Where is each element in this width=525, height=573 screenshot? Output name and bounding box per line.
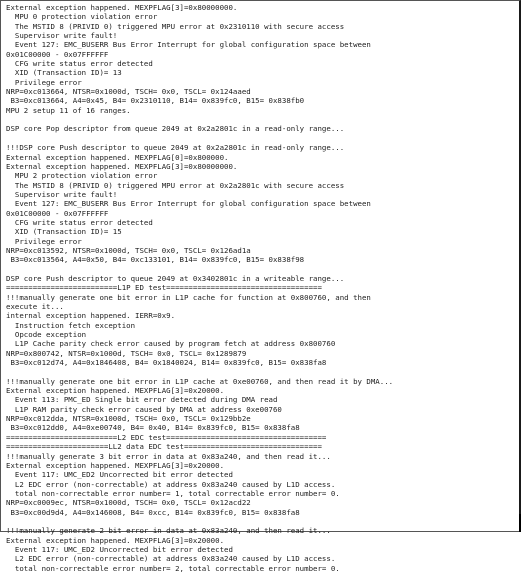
console-line: The MSTID 8 (PRIVID 0) triggered MPU error at 0x2310110 with secure access (6, 21, 345, 31)
console-blank-line (6, 367, 516, 376)
console-line: Privilege error (6, 236, 82, 246)
console-line: Event 117: UMC_ED2 Uncorrected bit error detected (6, 470, 233, 480)
console-line: The MSTID 8 (PRIVID 0) triggered MPU error at 0x2a2801c with secure access (6, 180, 345, 190)
console-line: Supervisor write fault! (6, 31, 118, 41)
console-line: B3=0xc013664, A4=0x45, B4= 0x2310110, B14= 0x839fc0, B15= 0x838fb0 (6, 96, 305, 106)
console-line: Supervisor write fault! (6, 189, 118, 199)
console-line: 0x01C00000 - 0x07FFFFFF (6, 208, 109, 218)
console-line: !!!DSP core Push descriptor to queue 2049 at 0x2a2801c in read-only range... (6, 143, 345, 153)
console-line: Event 113: PMC_ED Single bit error detected during DMA read (6, 395, 278, 405)
console-line: =========================L2 EDC test==================================== (6, 432, 327, 442)
console-line: MPU 2 protection violation error (6, 171, 158, 181)
console-line: Privilege error (6, 77, 82, 87)
console-line: B3=0xc012d74, A4=0x1846408, B4= 0x1840024, B14= 0x839fc0, B15= 0x838fa8 (6, 358, 327, 368)
console-line: XID (Transaction ID)= 15 (6, 227, 122, 237)
console-line: External exception happened. MEXPFLAG[3]=0x80000000. (6, 3, 238, 12)
console-line: Event 117: UMC_ED2 Uncorrected bit error detected (6, 544, 233, 554)
console-line: MPU 0 protection violation error (6, 12, 158, 22)
console-line: internal exception happened. IERR=0x9. (6, 311, 176, 321)
console-line: CFG write status error detected (6, 217, 153, 227)
console-blank-line (6, 517, 516, 526)
console-line: NRP=0xc012dda, NTSR=0x1000d, TSCH= 0x0, TSCL= 0x129bb2e (6, 414, 251, 424)
console-line: XID (Transaction ID)= 13 (6, 68, 122, 78)
console-blank-line (6, 134, 516, 143)
console-line: !!!manually generate 2 bit error in data at 0x83a240, and then read it... (6, 526, 331, 536)
console-line: !!!manually generate one bit error in L1P cache at 0xe00760, and then read it by DMA... (6, 376, 394, 386)
console-line: External exception happened. MEXPFLAG[3]=0x20000. (6, 386, 225, 396)
console-cursor (519, 514, 521, 532)
console-line: B3=0xc00d9d4, A4=0x146008, B4= 0xcc, B14= 0x839fc0, B15= 0x838fa8 (6, 507, 300, 517)
console-line: L1P Cache parity check error caused by program fetch at address 0x800760 (6, 339, 336, 349)
console-line: Opcode exception (6, 330, 87, 340)
console-line: NRP=0xc013664, NTSR=0x1000d, TSCH= 0x0, TSCL= 0x124aaed (6, 87, 251, 97)
console-line: !!!manually generate 3 bit error in data at 0x83a240, and then read it... (6, 451, 331, 461)
console-line: Event 127: EMC_BUSERR Bus Error Interrupt for global configuration space between (6, 199, 371, 209)
console-line: CFG write status error detected (6, 59, 153, 69)
console-blank-line (6, 265, 516, 274)
console-line: L1P RAM parity check error caused by DMA at address 0xe00760 (6, 404, 282, 414)
console-line: External exception happened. MEXPFLAG[3]=0x80000000. (6, 161, 238, 171)
console-line: NRP=0xc0009ec, NTSR=0x1000d, TSCH= 0x0, TSCL= 0x12acd22 (6, 498, 251, 508)
console-line: NRP=0x800742, NTSR=0x1000d, TSCH= 0x0, TSCL= 0x1289879 (6, 348, 247, 358)
console-line: B3=0xc013564, A4=0x50, B4= 0xc133101, B14= 0x839fc0, B15= 0x838f98 (6, 255, 305, 265)
console-line: DSP core Push descriptor to queue 2049 at 0x3402801c in a writeable range... (6, 273, 345, 283)
console-line: total non-correctable error number= 2, total correctable error number= 0. (6, 563, 340, 573)
console-line: External exception happened. MEXPFLAG[3]=0x20000. (6, 460, 225, 470)
console-line: DSP core Pop descriptor from queue 2049 at 0x2a2801c in a read-only range... (6, 124, 345, 134)
console-line: B3=0xc012dd0, A4=0xe00740, B4= 0x40, B14= 0x839fc0, B15= 0x838fa8 (6, 423, 300, 433)
console-line: External exception happened. MEXPFLAG[3]=0x20000. (6, 535, 225, 545)
console-blank-line (6, 115, 516, 124)
console-line: Event 127: EMC_BUSERR Bus Error Interrupt for global configuration space between (6, 40, 371, 50)
console-line: execute it... (6, 302, 64, 311)
console-line: 0x01C00000 - 0x07FFFFFF (6, 49, 109, 59)
console-line: total non-correctable error number= 1, total correctable error number= 0. (6, 488, 340, 498)
console-line: !!!manually generate one bit error in L1P cache for function at 0x800760, and then (6, 292, 371, 302)
console-line: L2 EDC error (non-correctable) at address 0x83a240 caused by L1D access. (6, 554, 336, 564)
console-line: L2 EDC error (non-correctable) at address 0x83a240 caused by L1D access. (6, 479, 336, 489)
console-line: NRP=0xc013592, NTSR=0x1000d, TSCH= 0x0, TSCL= 0x126ad1a (6, 245, 251, 255)
console-line: Instruction fetch exception (6, 320, 136, 330)
console-line: =========================L1P ED test=================================== (6, 283, 322, 293)
console-line: =======================LL2 data EDC test=============================== (6, 442, 322, 452)
console-line: MPU 2 setup 11 of 16 ranges. (6, 105, 131, 115)
console-line: External exception happened. MEXPFLAG[0]=0x800000. (6, 152, 229, 162)
